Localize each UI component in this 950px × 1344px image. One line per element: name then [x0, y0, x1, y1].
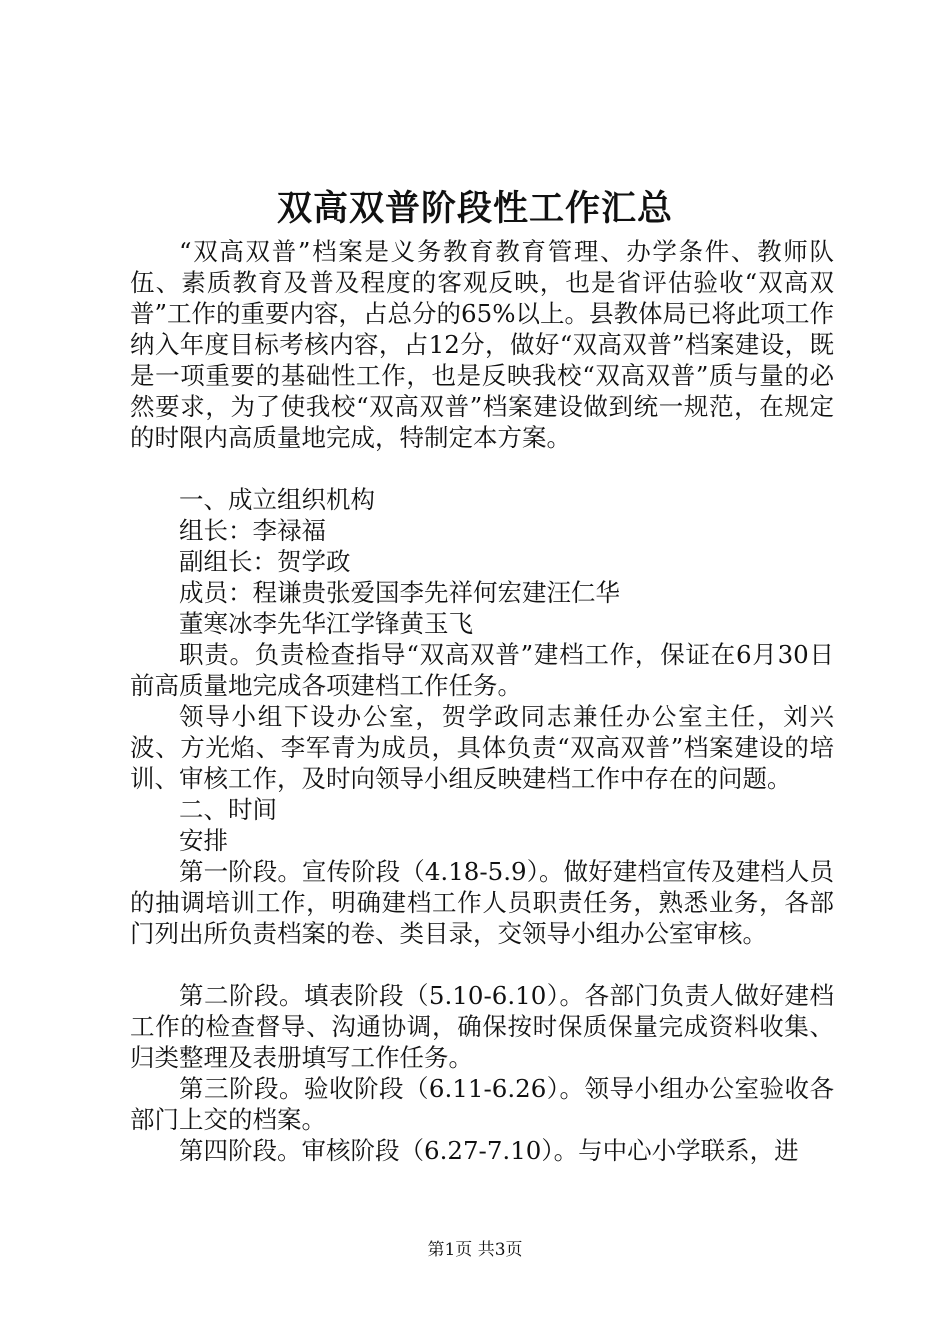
- stage-two-paragraph: 第二阶段。填表阶段（5.10-6.10）。各部门负责人做好建档工作的检查督导、沟通协调，确保按时保质保量完成资料收集、归类整理及表册填写工作任务。: [130, 981, 834, 1072]
- deputy-leader-line: 副组长：贺学政: [179, 547, 351, 576]
- members-line-continued: 董寒冰李先华江学锋黄玉飞: [179, 609, 473, 638]
- section-heading-time: 二、时间: [179, 795, 277, 824]
- page-footer: 第1页 共3页: [427, 1240, 523, 1260]
- stage-four-paragraph: 第四阶段。审核阶段（6.27-7.10）。与中心小学联系，进: [179, 1136, 799, 1165]
- stage-one-paragraph: 第一阶段。宣传阶段（4.18-5.9）。做好建档宣传及建档人员的抽调培训工作，明确建档工作人员职责任务，熟悉业务，各部门列出所负责档案的卷、类目录，交领导小组办公室审核。: [130, 857, 834, 948]
- document-title: 双高双普阶段性工作汇总: [276, 188, 673, 229]
- paragraph-spacer: [130, 453, 834, 484]
- office-paragraph: 领导小组下设办公室，贺学政同志兼任办公室主任，刘兴波、方光焰、李军青为成员，具体负责“双高双普”档案建设的培训、审核工作，及时向领导小组反映建档工作中存在的问题。: [130, 702, 834, 793]
- intro-paragraph: “双高双普”档案是义务教育教育管理、办学条件、教师队伍、素质教育及普及程度的客观反映，也是省评估验收“双高双普”工作的重要内容，占总分的65%以上。县教体局已将此项工作纳入年度目标考核内容，占12分，做好“双高双普”档案建设，既是一项重要的基础性工作，也是反映我校“双高双普”质与量的必然要求，为了使我校“双高双普”档案建设做到统一规范，在规定的时限内高质量地完成，特制定本方案。: [130, 237, 834, 452]
- stage-three-paragraph: 第三阶段。验收阶段（6.11-6.26）。领导小组办公室验收各部门上交的档案。: [130, 1074, 834, 1134]
- duties-paragraph: 职责。负责检查指导“双高双普”建档工作，保证在6月30日前高质量地完成各项建档工作任务。: [130, 640, 834, 700]
- section-heading-organization: 一、成立组织机构: [179, 485, 375, 514]
- document-body: [130, 236, 834, 1166]
- schedule-label: 安排: [179, 826, 228, 855]
- members-line: 成员：程谦贵张爱国李先祥何宏建汪仁华: [179, 578, 620, 607]
- paragraph-spacer: [130, 949, 834, 980]
- leader-line: 组长：李禄福: [179, 516, 326, 545]
